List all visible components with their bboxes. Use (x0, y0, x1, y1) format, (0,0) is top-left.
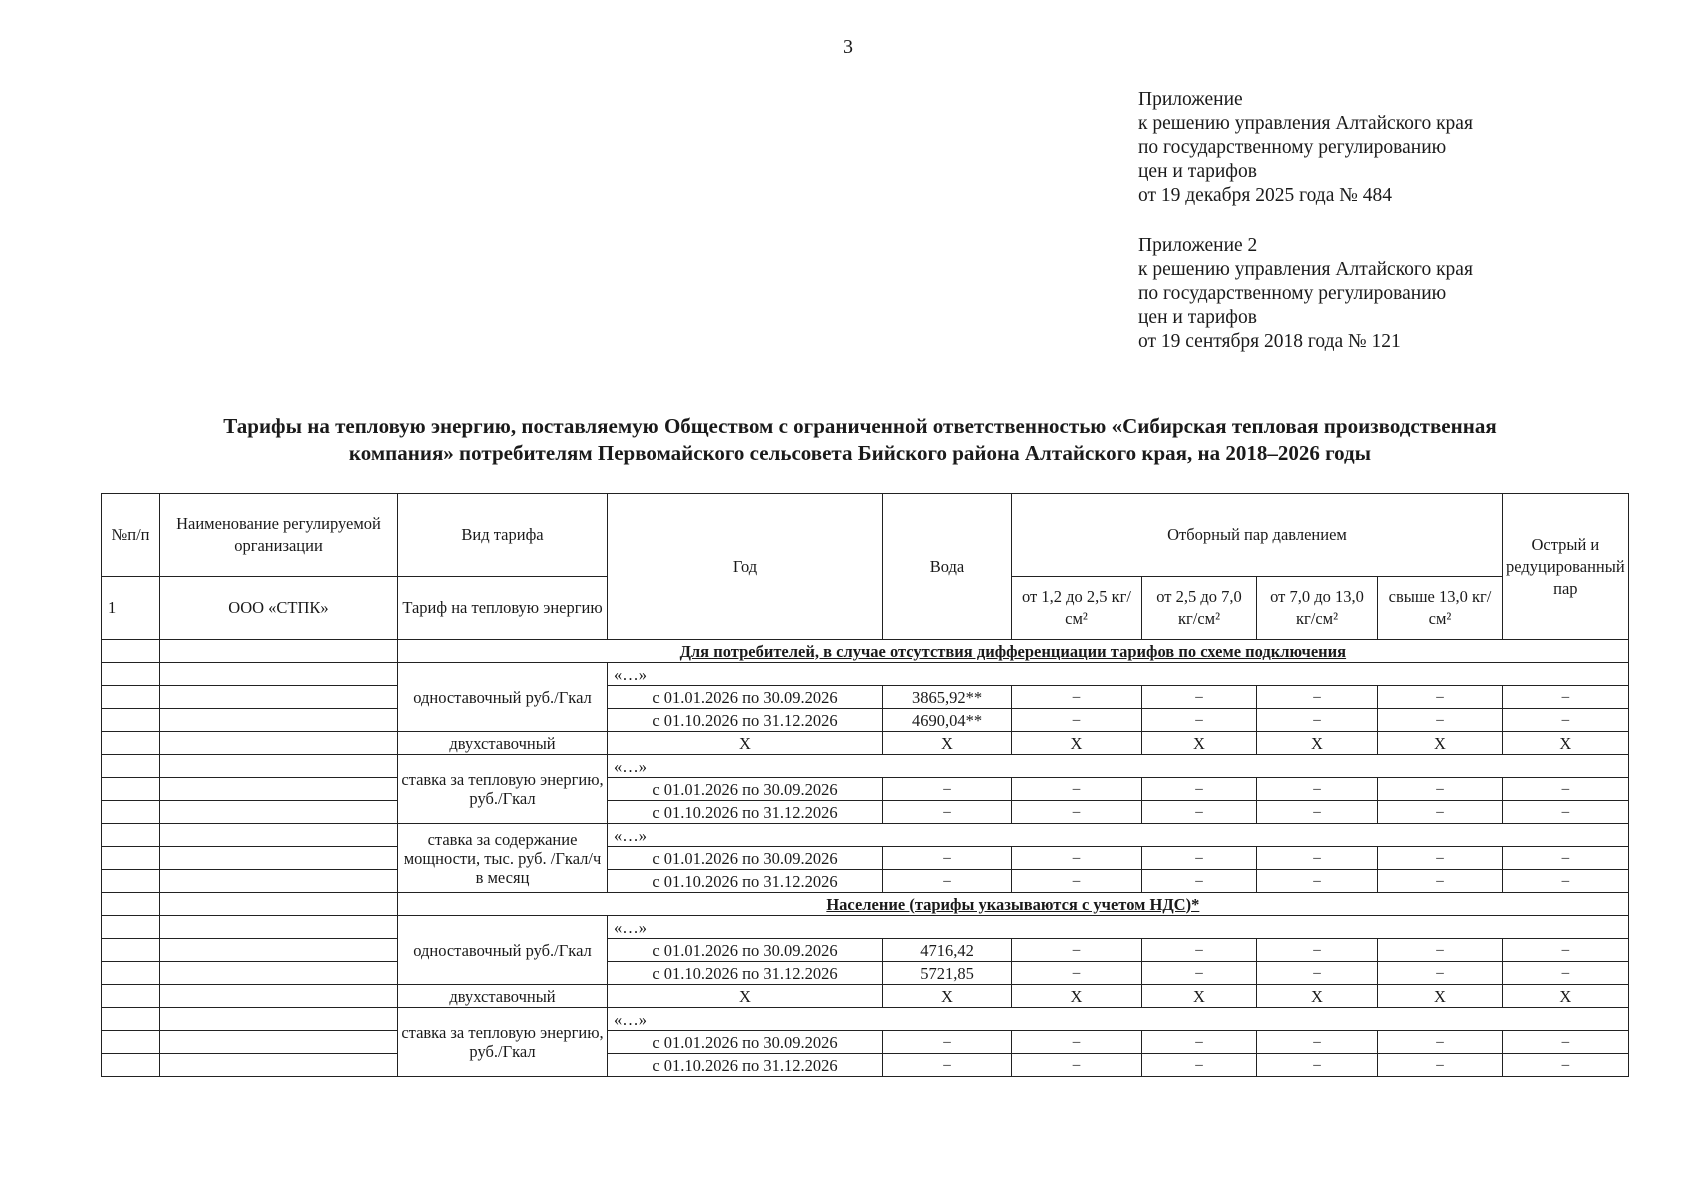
x-cell: Х (1503, 732, 1629, 755)
label-two-rate: двухставочный (398, 732, 608, 755)
title-line-1: Тарифы на тепловую энергию, поставляемую Обществом с ограниченной ответственностью «Сибирская тепловая производственная (223, 414, 1497, 438)
dash-cell: – (1012, 870, 1142, 893)
appendix-line: к решению управления Алтайского края (1138, 259, 1473, 280)
period-cell: с 01.01.2026 по 30.09.2026 (608, 847, 883, 870)
header-org-name: Наименование регулируемой организации (160, 494, 398, 577)
label-single-rate: одноставочный руб./Гкал (398, 916, 608, 985)
page-number: 3 (843, 36, 853, 58)
dash-cell: – (1012, 778, 1142, 801)
value-cell: 4690,04** (883, 709, 1012, 732)
x-cell: Х (1257, 985, 1378, 1008)
header-steam: Отборный пар давлением (1012, 494, 1503, 577)
table-row (102, 755, 1629, 778)
x-cell: Х (1012, 985, 1142, 1008)
dash-cell: – (1257, 686, 1378, 709)
period-cell: с 01.10.2026 по 31.12.2026 (608, 1054, 883, 1077)
dash-cell: – (1257, 847, 1378, 870)
dash-cell: – (1257, 1054, 1378, 1077)
dash-cell: – (883, 1031, 1012, 1054)
dash-cell: – (1378, 709, 1503, 732)
x-cell: Х (608, 732, 883, 755)
table-row (102, 778, 1629, 801)
table-row (102, 732, 1629, 755)
value-cell: 3865,92** (883, 686, 1012, 709)
dash-cell: – (1142, 870, 1257, 893)
dash-cell: – (1257, 801, 1378, 824)
header-water: Вода (883, 494, 1012, 640)
dash-cell: – (1142, 939, 1257, 962)
x-cell: Х (1257, 732, 1378, 755)
dash-cell: – (1142, 1054, 1257, 1077)
label-single-rate: одноставочный руб./Гкал (398, 663, 608, 732)
dash-cell: – (1142, 709, 1257, 732)
header-steam-1: от 1,2 до 2,5 кг/см² (1012, 577, 1142, 640)
dash-cell: – (1142, 847, 1257, 870)
table-row (102, 939, 1629, 962)
x-cell: Х (1142, 732, 1257, 755)
dash-cell: – (1503, 1054, 1629, 1077)
period-cell: с 01.01.2026 по 30.09.2026 (608, 1031, 883, 1054)
value-cell: 5721,85 (883, 962, 1012, 985)
ellipsis-cell: «…» (608, 1008, 1629, 1031)
dash-cell: – (1012, 1054, 1142, 1077)
ellipsis-cell: «…» (608, 663, 1629, 686)
dash-cell: – (1503, 686, 1629, 709)
dash-cell: – (1257, 870, 1378, 893)
dash-cell: – (1378, 1054, 1503, 1077)
period-cell: с 01.10.2026 по 31.12.2026 (608, 870, 883, 893)
period-cell: с 01.01.2026 по 30.09.2026 (608, 778, 883, 801)
dash-cell: – (1142, 962, 1257, 985)
appendix-line: от 19 сентября 2018 года № 121 (1138, 331, 1401, 352)
section-population: Население (тарифы указываются с учетом НДС)* (398, 893, 1629, 916)
org-row-num: 1 (102, 577, 160, 640)
dash-cell: – (1012, 686, 1142, 709)
value-cell: 4716,42 (883, 939, 1012, 962)
period-cell: с 01.01.2026 по 30.09.2026 (608, 686, 883, 709)
header-num: №п/п (102, 494, 160, 577)
header-year: Год (608, 494, 883, 640)
dash-cell: – (1378, 1031, 1503, 1054)
dash-cell: – (1378, 962, 1503, 985)
dash-cell: – (1012, 801, 1142, 824)
period-cell: с 01.10.2026 по 31.12.2026 (608, 709, 883, 732)
dash-cell: – (1012, 847, 1142, 870)
period-cell: с 01.01.2026 по 30.09.2026 (608, 939, 883, 962)
appendix-1-note (1138, 88, 1473, 208)
dash-cell: – (1378, 778, 1503, 801)
table-row (102, 847, 1629, 870)
dash-cell: – (883, 778, 1012, 801)
dash-cell: – (1378, 686, 1503, 709)
table-row (102, 686, 1629, 709)
dash-cell: – (1142, 778, 1257, 801)
label-energy-rate: ставка за тепловую энергию, руб./Гкал (398, 755, 608, 824)
org-row-org: ООО «СТПК» (160, 577, 398, 640)
appendix-line: от 19 декабря 2025 года № 484 (1138, 185, 1392, 206)
dash-cell: – (883, 1054, 1012, 1077)
appendix-line: цен и тарифов (1138, 307, 1257, 328)
dash-cell: – (1012, 709, 1142, 732)
dash-cell: – (1378, 847, 1503, 870)
dash-cell: – (1378, 801, 1503, 824)
label-capacity-rate: ставка за содержание мощности, тыс. руб. /Гкал/ч в месяц (398, 824, 608, 893)
appendix-line: к решению управления Алтайского края (1138, 113, 1473, 134)
appendix-2-note (1138, 234, 1473, 354)
ellipsis-cell: «…» (608, 755, 1629, 778)
table-row (102, 985, 1629, 1008)
appendix-line: Приложение (1138, 89, 1243, 110)
header-tariff-type: Вид тарифа (398, 494, 608, 577)
title-line-2: компания» потребителям Первомайского сельсовета Бийского района Алтайского края, на 2018–2026 годы (348, 441, 1372, 465)
dash-cell: – (1257, 962, 1378, 985)
dash-cell: – (883, 870, 1012, 893)
table-row (102, 824, 1629, 847)
dash-cell: – (1378, 870, 1503, 893)
appendix-line: по государственному регулированию (1138, 137, 1447, 158)
org-row-tariff: Тариф на тепловую энергию (398, 577, 608, 640)
dash-cell: – (1503, 1031, 1629, 1054)
dash-cell: – (1142, 801, 1257, 824)
table-row (102, 893, 1629, 916)
dash-cell: – (1257, 939, 1378, 962)
appendix-line: Приложение 2 (1138, 235, 1258, 256)
x-cell: Х (1378, 732, 1503, 755)
x-cell: Х (1503, 985, 1629, 1008)
dash-cell: – (1257, 778, 1378, 801)
dash-cell: – (1257, 1031, 1378, 1054)
dash-cell: – (1142, 686, 1257, 709)
label-two-rate: двухставочный (398, 985, 608, 1008)
appendix-line: цен и тарифов (1138, 161, 1257, 182)
x-cell: Х (883, 732, 1012, 755)
dash-cell: – (1378, 939, 1503, 962)
x-cell: Х (883, 985, 1012, 1008)
table-row (102, 1031, 1629, 1054)
table-row (102, 801, 1629, 824)
table-row (102, 663, 1629, 686)
table-row (102, 709, 1629, 732)
table-row (102, 916, 1629, 939)
header-steam-2: от 2,5 до 7,0 кг/см² (1142, 577, 1257, 640)
x-cell: Х (1012, 732, 1142, 755)
section-consumers: Для потребителей, в случае отсутствия дифференциации тарифов по схеме подключения (398, 640, 1629, 663)
period-cell: с 01.10.2026 по 31.12.2026 (608, 962, 883, 985)
table-row (102, 1008, 1629, 1031)
appendix-line: по государственному регулированию (1138, 283, 1447, 304)
dash-cell: – (883, 847, 1012, 870)
dash-cell: – (1503, 709, 1629, 732)
ellipsis-cell: «…» (608, 824, 1629, 847)
period-cell: с 01.10.2026 по 31.12.2026 (608, 801, 883, 824)
dash-cell: – (1503, 801, 1629, 824)
dash-cell: – (1257, 709, 1378, 732)
x-cell: Х (1142, 985, 1257, 1008)
dash-cell: – (1142, 1031, 1257, 1054)
ellipsis-cell: «…» (608, 916, 1629, 939)
dash-cell: – (883, 801, 1012, 824)
dash-cell: – (1503, 847, 1629, 870)
table-row (102, 870, 1629, 893)
header-sharp-steam: Острый и редуцированный пар (1503, 494, 1629, 640)
dash-cell: – (1503, 870, 1629, 893)
dash-cell: – (1503, 939, 1629, 962)
table-row (102, 962, 1629, 985)
header-steam-3: от 7,0 до 13,0 кг/см² (1257, 577, 1378, 640)
dash-cell: – (1503, 962, 1629, 985)
header-steam-4: свыше 13,0 кг/см² (1378, 577, 1503, 640)
dash-cell: – (1012, 1031, 1142, 1054)
x-cell: Х (1378, 985, 1503, 1008)
table-row (102, 640, 1629, 663)
dash-cell: – (1012, 939, 1142, 962)
table-row (102, 1054, 1629, 1077)
dash-cell: – (1503, 778, 1629, 801)
label-energy-rate: ставка за тепловую энергию, руб./Гкал (398, 1008, 608, 1077)
dash-cell: – (1012, 962, 1142, 985)
x-cell: Х (608, 985, 883, 1008)
document-title (60, 413, 1660, 467)
tariff-table (101, 493, 1629, 1077)
